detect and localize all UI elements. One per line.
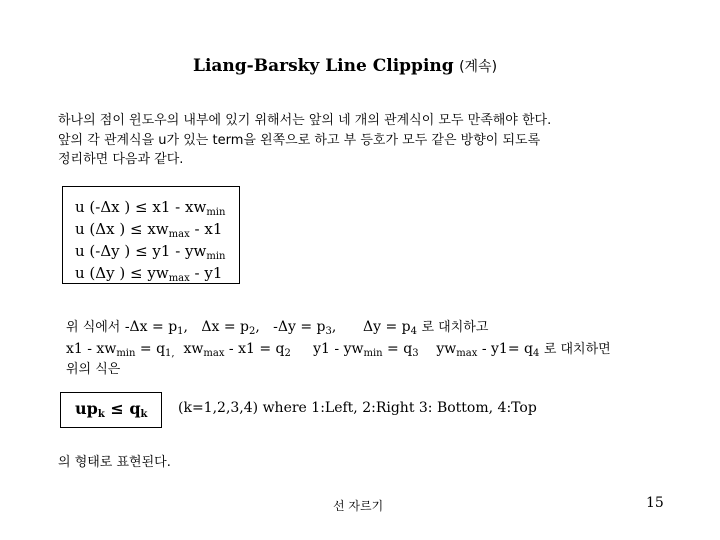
p1-definition: -Δx = p <box>124 319 178 335</box>
inequality-row <box>75 240 239 262</box>
intro-line: 앞의 각 관계식을 u가 있는 term을 왼쪽으로 하고 부 등호가 모두 같은 방향이 되도록 <box>58 132 541 148</box>
p4-definition: Δy = p <box>363 319 411 335</box>
q4-definition: $yw_{max} - y1= q_4$ <box>436 341 540 359</box>
inequality-rhs: y1 - yw <box>152 242 207 260</box>
inequality-rhs-subscript: min <box>206 251 226 262</box>
q3-definition: $y1 - yw_{min} = q_3$ <box>313 341 419 359</box>
p3-definition: -Δy = p <box>273 319 326 335</box>
definitions-prefix: 위 식에서 <box>66 320 121 335</box>
leq-symbol: ≤ <box>135 242 148 260</box>
intro-line: 정리하면 다음과 같다. <box>58 152 184 167</box>
inequality-rhs: x1 - xw <box>152 198 207 216</box>
q1-definition: $x1 - xw_{min} = q_{1,}$ <box>66 341 175 359</box>
definitions-line-p: 위 식에서 $-\Delta x = p_1$, $\Delta x = p_2$, $-\Delta y = p_3$, $\Delta y = p_4$ 로 대치하고 <box>66 319 489 337</box>
q2-definition: $xw_{max} - x1 = q_2$ <box>183 341 291 359</box>
footer-title: 선 자르기 <box>333 499 384 513</box>
inequality-rhs-subscript: max <box>168 273 190 284</box>
page-number: 15 <box>646 495 664 511</box>
inequality-row <box>75 262 239 284</box>
slide-title <box>193 56 497 76</box>
title-main: Liang-Barsky Line Clipping <box>193 56 454 76</box>
leq-symbol: ≤ <box>110 399 124 418</box>
leq-symbol: ≤ <box>130 264 143 282</box>
inequality-lhs: u (Δy ) <box>75 264 126 282</box>
general-form-rhs: q <box>129 399 141 418</box>
inequality-rhs-subscript: max <box>168 229 190 240</box>
title-sub: (계속) <box>459 59 498 75</box>
inequality-rhs-subscript: min <box>206 207 226 218</box>
leq-symbol: ≤ <box>129 220 143 238</box>
inequality-rhs-tail: - y1 <box>189 264 223 282</box>
intro-paragraph <box>58 111 551 170</box>
k-condition: (k=1,2,3,4) where 1:Left, 2:Right 3: Bottom, 4:Top <box>178 400 537 416</box>
inequality-rhs: xw <box>147 220 169 238</box>
definitions-line-3: 위의 식은 <box>66 362 121 377</box>
definitions-q-suffix: 로 대치하면 <box>543 342 611 357</box>
inequalities-box <box>62 186 240 284</box>
inequality-rhs-tail: - x1 <box>189 220 223 238</box>
inequality-lhs: u (Δx ) <box>75 220 126 238</box>
inequality-lhs: u (-Δy ) <box>75 242 131 260</box>
inequality-row <box>75 196 239 218</box>
definitions-line-q <box>66 338 611 357</box>
leq-symbol: ≤ <box>135 198 148 216</box>
p2-definition: Δx = p <box>201 319 249 335</box>
inequality-row <box>75 218 239 240</box>
general-form-lhs: up <box>75 399 98 418</box>
closing-text: 의 형태로 표현된다. <box>58 455 171 470</box>
intro-line: 하나의 점이 윈도우의 내부에 있기 위해서는 앞의 네 개의 관계식이 모두 만족해야 한다. <box>58 113 552 128</box>
inequality-lhs: u (-Δx ) <box>75 198 131 216</box>
general-form-box: $up_k \le q_k$ <box>60 392 162 428</box>
inequality-rhs: yw <box>147 264 169 282</box>
definitions-suffix: 로 대치하고 <box>421 320 489 335</box>
